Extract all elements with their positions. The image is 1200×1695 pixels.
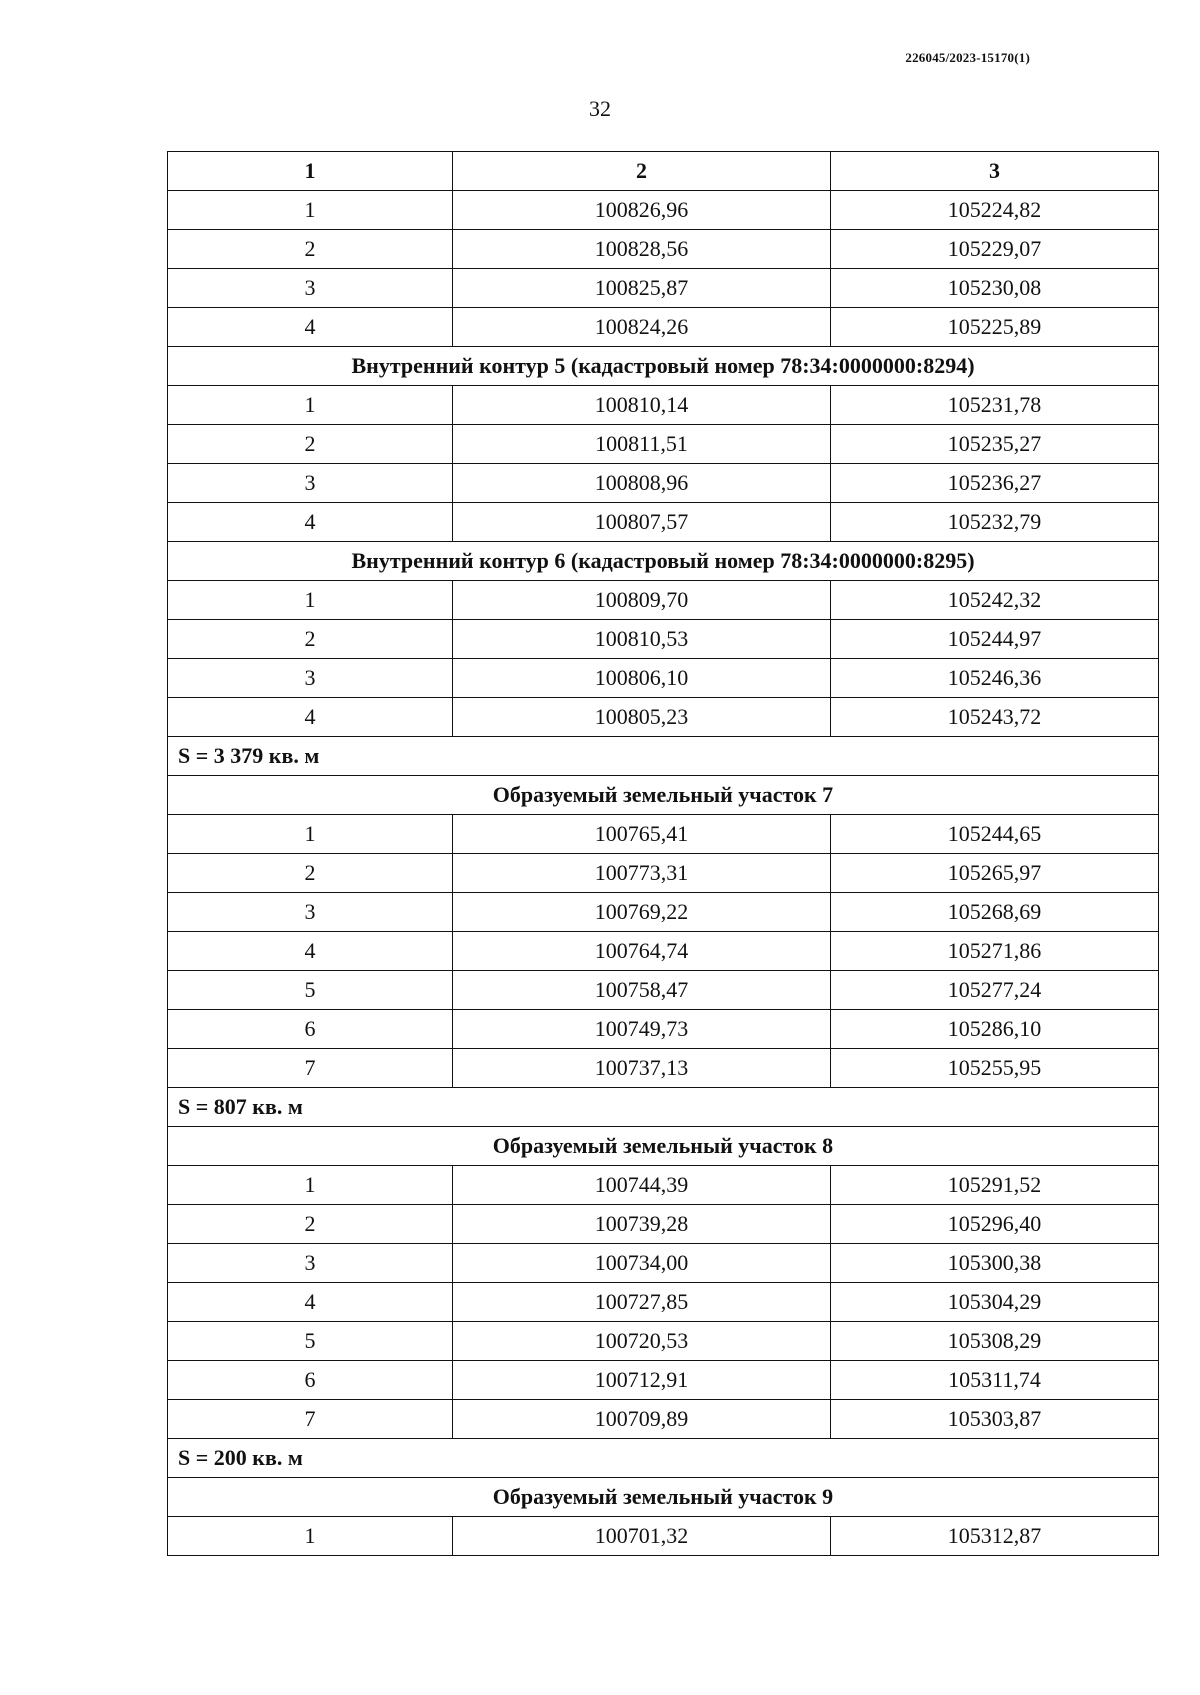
area-value: S = 200 кв. м [168,1439,1159,1478]
point-number-cell: 7 [168,1049,453,1088]
point-number-cell: 2 [168,854,453,893]
x-coordinate-cell: 100765,41 [453,815,831,854]
x-coordinate-cell: 100806,10 [453,659,831,698]
section-heading: Образуемый земельный участок 9 [168,1478,1159,1517]
table-row [168,581,1159,620]
y-coordinate-cell: 105277,24 [831,971,1159,1010]
x-coordinate-cell: 100769,22 [453,893,831,932]
y-coordinate-cell: 105230,08 [831,269,1159,308]
table-row [168,386,1159,425]
section-heading: Образуемый земельный участок 7 [168,776,1159,815]
x-coordinate-cell: 100712,91 [453,1361,831,1400]
x-coordinate-cell: 100805,23 [453,698,831,737]
table-row [168,191,1159,230]
document-id: 226045/2023-15170(1) [905,50,1030,65]
section-heading: Внутренний контур 5 (кадастровый номер 78:34:0000000:8294) [168,347,1159,386]
y-coordinate-cell: 105231,78 [831,386,1159,425]
table-row [168,1322,1159,1361]
table-row [168,659,1159,698]
table-row [168,620,1159,659]
point-number-cell: 1 [168,581,453,620]
point-number-cell: 3 [168,659,453,698]
area-row [168,737,1159,776]
x-coordinate-cell: 100744,39 [453,1166,831,1205]
point-number-cell: 2 [168,1205,453,1244]
section-heading-row [168,347,1159,386]
point-number-cell: 4 [168,503,453,542]
x-coordinate-cell: 100720,53 [453,1322,831,1361]
x-coordinate-cell: 100758,47 [453,971,831,1010]
x-coordinate-cell: 100808,96 [453,464,831,503]
y-coordinate-cell: 105265,97 [831,854,1159,893]
x-coordinate-cell: 100749,73 [453,1010,831,1049]
y-coordinate-cell: 105255,95 [831,1049,1159,1088]
point-number-cell: 1 [168,191,453,230]
point-number-cell: 3 [168,464,453,503]
y-coordinate-cell: 105224,82 [831,191,1159,230]
section-heading-row [168,776,1159,815]
x-coordinate-cell: 100773,31 [453,854,831,893]
page-number: 32 [589,96,611,121]
point-number-cell: 5 [168,1322,453,1361]
y-coordinate-cell: 105243,72 [831,698,1159,737]
y-coordinate-cell: 105303,87 [831,1400,1159,1439]
y-coordinate-cell: 105229,07 [831,230,1159,269]
table-row [168,815,1159,854]
table-row [168,425,1159,464]
x-coordinate-cell: 100809,70 [453,581,831,620]
area-row [168,1439,1159,1478]
y-coordinate-cell: 105312,87 [831,1517,1159,1556]
section-heading-row [168,1127,1159,1166]
y-coordinate-cell: 105232,79 [831,503,1159,542]
table-row [168,1517,1159,1556]
y-coordinate-cell: 105308,29 [831,1322,1159,1361]
header-cell-y: 3 [831,152,1159,191]
x-coordinate-cell: 100739,28 [453,1205,831,1244]
point-number-cell: 4 [168,698,453,737]
section-heading: Внутренний контур 6 (кадастровый номер 78:34:0000000:8295) [168,542,1159,581]
point-number-cell: 1 [168,1517,453,1556]
x-coordinate-cell: 100826,96 [453,191,831,230]
y-coordinate-cell: 105242,32 [831,581,1159,620]
section-heading: Образуемый земельный участок 8 [168,1127,1159,1166]
table-row [168,698,1159,737]
table-row [168,932,1159,971]
y-coordinate-cell: 105286,10 [831,1010,1159,1049]
point-number-cell: 6 [168,1010,453,1049]
y-coordinate-cell: 105300,38 [831,1244,1159,1283]
point-number-cell: 3 [168,1244,453,1283]
point-number-cell: 1 [168,815,453,854]
header-cell-point: 1 [168,152,453,191]
x-coordinate-cell: 100811,51 [453,425,831,464]
x-coordinate-cell: 100825,87 [453,269,831,308]
table-row [168,971,1159,1010]
y-coordinate-cell: 105246,36 [831,659,1159,698]
table-row [168,1400,1159,1439]
point-number-cell: 4 [168,932,453,971]
point-number-cell: 3 [168,893,453,932]
table-header-row [168,152,1159,191]
header-cell-x: 2 [453,152,831,191]
point-number-cell: 2 [168,620,453,659]
point-number-cell: 5 [168,971,453,1010]
x-coordinate-cell: 100810,14 [453,386,831,425]
area-value: S = 807 кв. м [168,1088,1159,1127]
x-coordinate-cell: 100727,85 [453,1283,831,1322]
table-row [168,1010,1159,1049]
table-row [168,1205,1159,1244]
point-number-cell: 4 [168,308,453,347]
point-number-cell: 3 [168,269,453,308]
table-body [168,152,1159,1556]
y-coordinate-cell: 105271,86 [831,932,1159,971]
area-value: S = 3 379 кв. м [168,737,1159,776]
y-coordinate-cell: 105244,97 [831,620,1159,659]
x-coordinate-cell: 100737,13 [453,1049,831,1088]
y-coordinate-cell: 105235,27 [831,425,1159,464]
y-coordinate-cell: 105296,40 [831,1205,1159,1244]
y-coordinate-cell: 105236,27 [831,464,1159,503]
table-row [168,503,1159,542]
point-number-cell: 2 [168,230,453,269]
table-row [168,464,1159,503]
point-number-cell: 6 [168,1361,453,1400]
y-coordinate-cell: 105291,52 [831,1166,1159,1205]
table-row [168,1283,1159,1322]
x-coordinate-cell: 100734,00 [453,1244,831,1283]
table-row [168,1361,1159,1400]
table-row [168,230,1159,269]
table-row [168,1049,1159,1088]
table-row [168,1166,1159,1205]
table-row [168,893,1159,932]
y-coordinate-cell: 105244,65 [831,815,1159,854]
x-coordinate-cell: 100709,89 [453,1400,831,1439]
y-coordinate-cell: 105304,29 [831,1283,1159,1322]
point-number-cell: 7 [168,1400,453,1439]
x-coordinate-cell: 100828,56 [453,230,831,269]
x-coordinate-cell: 100764,74 [453,932,831,971]
table-row [168,269,1159,308]
section-heading-row [168,542,1159,581]
x-coordinate-cell: 100807,57 [453,503,831,542]
x-coordinate-cell: 100824,26 [453,308,831,347]
table-row [168,854,1159,893]
point-number-cell: 2 [168,425,453,464]
point-number-cell: 1 [168,1166,453,1205]
y-coordinate-cell: 105225,89 [831,308,1159,347]
table-row [168,1244,1159,1283]
area-row [168,1088,1159,1127]
x-coordinate-cell: 100810,53 [453,620,831,659]
x-coordinate-cell: 100701,32 [453,1517,831,1556]
point-number-cell: 4 [168,1283,453,1322]
y-coordinate-cell: 105268,69 [831,893,1159,932]
table-row [168,308,1159,347]
coordinates-table [167,151,1159,1556]
section-heading-row [168,1478,1159,1517]
point-number-cell: 1 [168,386,453,425]
y-coordinate-cell: 105311,74 [831,1361,1159,1400]
